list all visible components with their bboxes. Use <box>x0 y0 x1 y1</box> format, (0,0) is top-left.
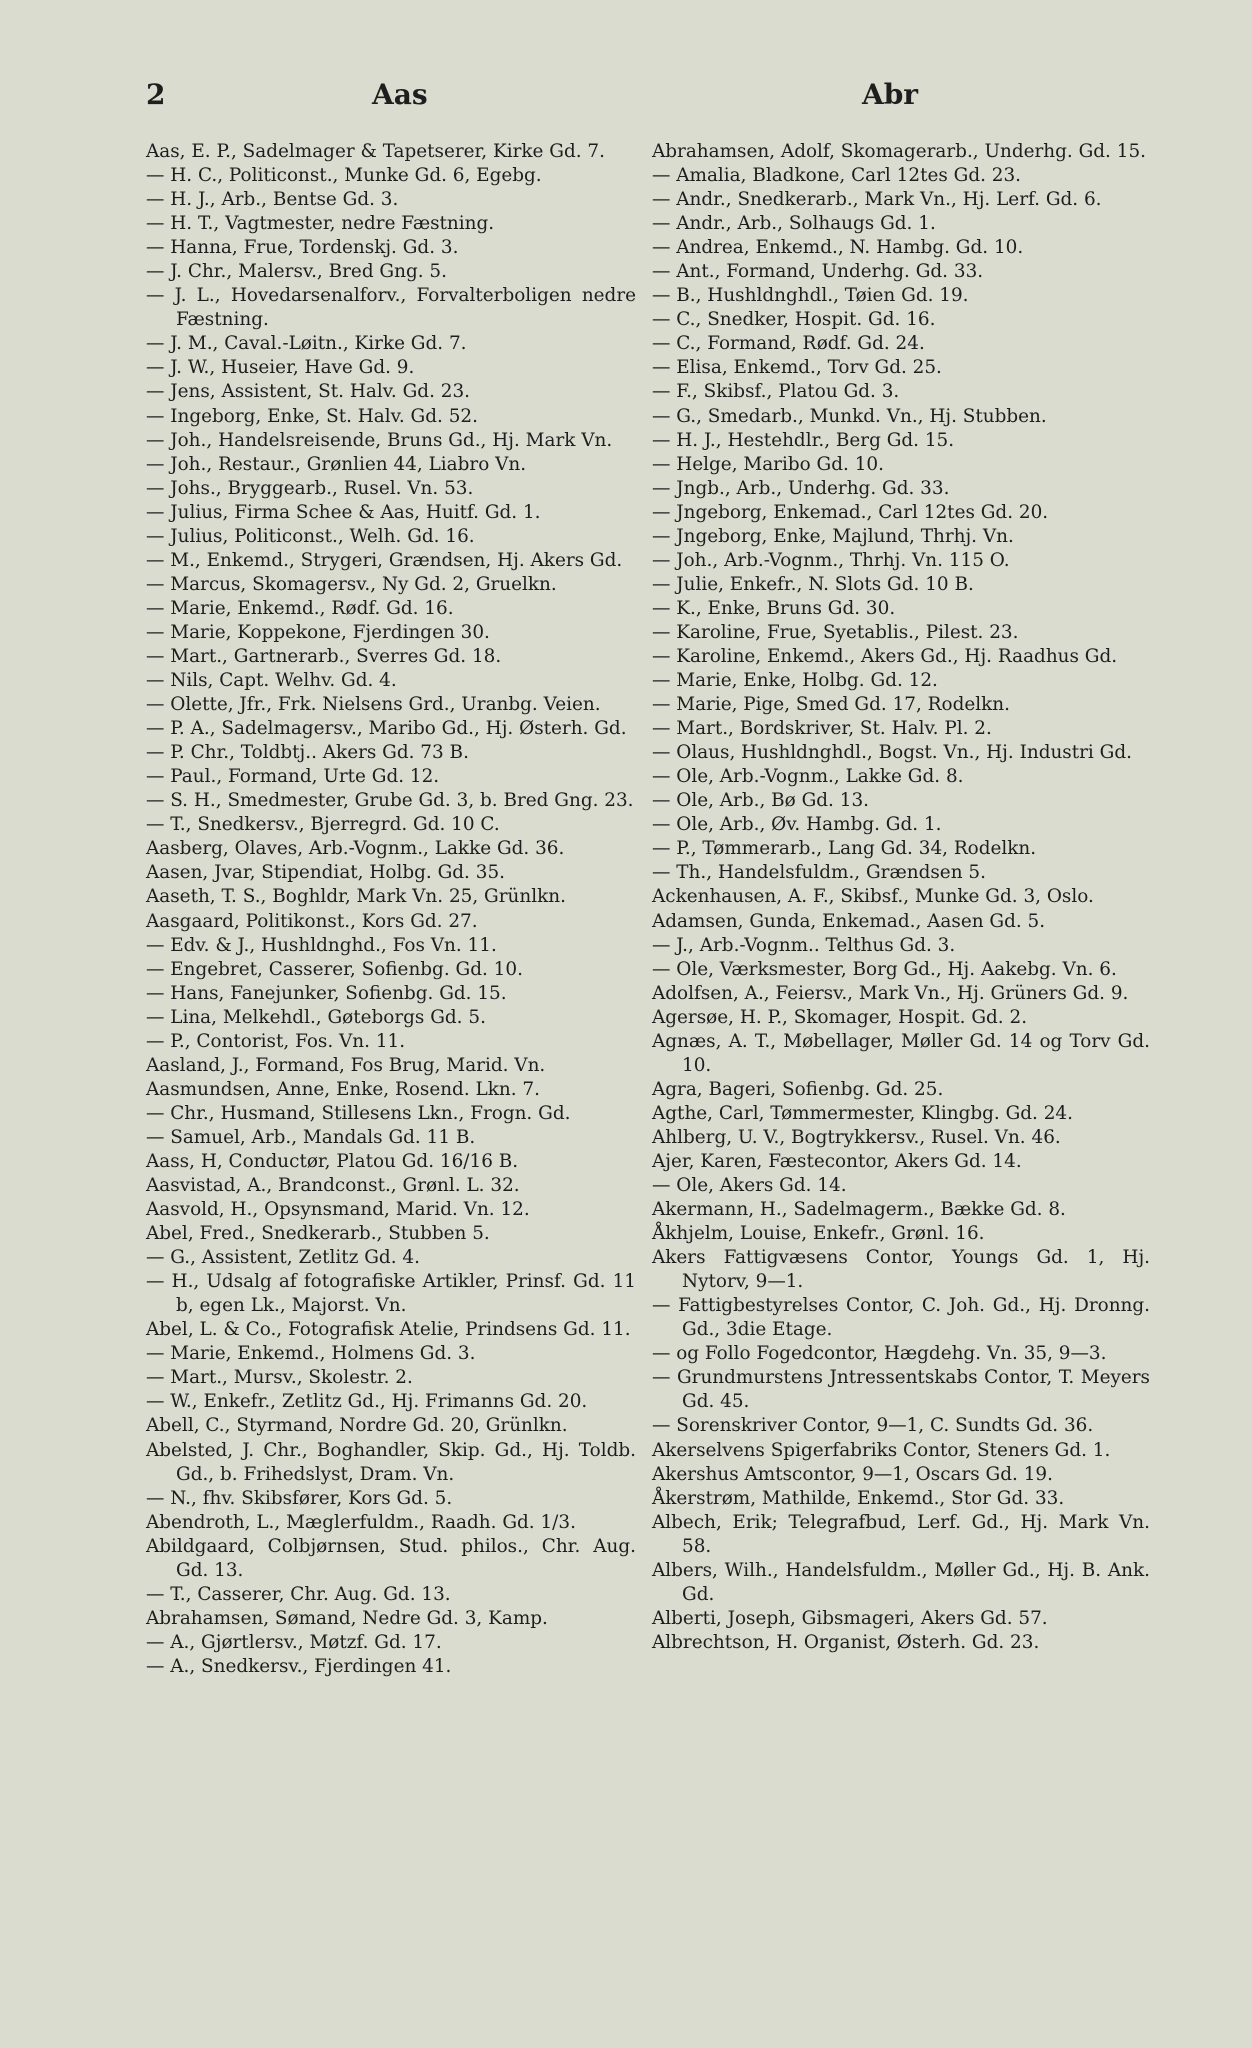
directory-entry: Akers Fattigvæsens Contor, Youngs Gd. 1, Hj. Nytorv, 9—1. <box>652 1247 1150 1293</box>
directory-entry: — H., Udsalg af fotografiske Artikler, Prinsf. Gd. 11 b, egen Lk., Majorst. Vn. <box>146 1271 636 1317</box>
directory-entry: Abrahamsen, Sømand, Nedre Gd. 3, Kamp. <box>146 1607 548 1629</box>
directory-entry: Abildgaard, Colbjørnsen, Stud. philos., Chr. Aug. Gd. 13. <box>146 1535 636 1581</box>
directory-entry: Abendroth, L., Mæglerfuldm., Raadh. Gd. 1/3. <box>146 1511 576 1533</box>
directory-entry: — Mart., Gartnerarb., Sverres Gd. 18. <box>146 645 502 667</box>
directory-entry: Abel, L. & Co., Fotografisk Atelie, Prindsens Gd. 11. <box>146 1319 631 1341</box>
directory-entry: Ajer, Karen, Fæstecontor, Akers Gd. 14. <box>652 1150 1022 1172</box>
directory-entry: Aasmundsen, Anne, Enke, Rosend. Lkn. 7. <box>146 1078 540 1100</box>
directory-entry: — Nils, Capt. Welhv. Gd. 4. <box>146 670 397 692</box>
directory-entry: — Ole, Arb.-Vognm., Lakke Gd. 8. <box>652 766 964 788</box>
directory-entry: Akershus Amtscontor, 9—1, Oscars Gd. 19. <box>652 1463 1053 1485</box>
directory-entry: — Joh., Handelsreisende, Bruns Gd., Hj. Mark Vn. <box>146 429 613 451</box>
directory-entry: — Ole, Arb., Øv. Hambg. Gd. 1. <box>652 814 942 836</box>
directory-entry: — Ingeborg, Enke, St. Halv. Gd. 52. <box>146 405 478 427</box>
directory-entry: — Chr., Husmand, Stillesens Lkn., Frogn. Gd. <box>146 1102 571 1124</box>
directory-entry: — Ole, Arb., Bø Gd. 13. <box>652 790 869 812</box>
right-guide-word: Abr <box>862 78 919 111</box>
directory-entry: — S. H., Smedmester, Grube Gd. 3, b. Bred Gng. 23. <box>146 790 634 812</box>
directory-entry: — Joh., Arb.-Vognm., Thrhj. Vn. 115 O. <box>652 549 1010 571</box>
directory-entry: — Johs., Bryggearb., Rusel. Vn. 53. <box>146 477 474 499</box>
right-column <box>652 140 1150 1655</box>
directory-entry: Ahlberg, U. V., Bogtrykkersv., Rusel. Vn. 46. <box>652 1126 1061 1148</box>
directory-entry: — Samuel, Arb., Mandals Gd. 11 B. <box>146 1126 476 1148</box>
directory-entry: Abrahamsen, Adolf, Skomagerarb., Underhg. Gd. 15. <box>652 141 1146 162</box>
directory-entry: — A., Gjørtlersv., Møtzf. Gd. 17. <box>146 1631 442 1653</box>
directory-entry: Adolfsen, A., Feiersv., Mark Vn., Hj. Grüners Gd. 9. <box>652 982 1129 1004</box>
directory-entry: — Jngb., Arb., Underhg. Gd. 33. <box>652 477 950 499</box>
directory-entry: — J. L., Hovedarsenalforv., Forvalterboligen nedre Fæstning. <box>146 285 636 331</box>
directory-entry: — P. Chr., Toldbtj.. Akers Gd. 73 B. <box>146 742 469 764</box>
directory-entry: — Hanna, Frue, Tordenskj. Gd. 3. <box>146 237 459 259</box>
directory-entry: — Andrea, Enkemd., N. Hambg. Gd. 10. <box>652 237 1024 259</box>
directory-entry: — Hans, Fanejunker, Sofienbg. Gd. 15. <box>146 982 507 1004</box>
directory-entry: Albech, Erik; Telegrafbud, Lerf. Gd., Hj. Mark Vn. 58. <box>652 1511 1150 1557</box>
directory-entry: — Julius, Firma Schee & Aas, Huitf. Gd. 1. <box>146 501 541 523</box>
directory-entry: Aaseth, T. S., Boghldr, Mark Vn. 25, Grünlkn. <box>146 886 566 908</box>
left-column <box>146 140 636 1679</box>
directory-entry: — Marie, Enkemd., Holmens Gd. 3. <box>146 1343 476 1365</box>
directory-entry: — Jngeborg, Enkemad., Carl 12tes Gd. 20. <box>652 501 1049 523</box>
directory-entry: — Ant., Formand, Underhg. Gd. 33. <box>652 261 984 283</box>
directory-entry: Aass, H, Conductør, Platou Gd. 16/16 B. <box>146 1150 519 1172</box>
directory-entry: Agersøe, H. P., Skomager, Hospit. Gd. 2. <box>652 1006 1028 1028</box>
directory-entry: — A., Snedkersv., Fjerdingen 41. <box>146 1655 452 1677</box>
directory-entry: — T., Snedkersv., Bjerregrd. Gd. 10 C. <box>146 814 500 836</box>
directory-entry: — og Follo Fogedcontor, Hægdehg. Vn. 35, 9—3. <box>652 1343 1107 1365</box>
directory-entry: — P., Tømmerarb., Lang Gd. 34, Rodelkn. <box>652 838 1037 860</box>
directory-entry: — J. Chr., Malersv., Bred Gng. 5. <box>146 261 447 283</box>
directory-entry: — Lina, Melkehdl., Gøteborgs Gd. 5. <box>146 1006 486 1028</box>
directory-entry: — Andr., Snedkerarb., Mark Vn., Hj. Lerf. Gd. 6. <box>652 189 1102 211</box>
directory-entry: — Mart., Bordskriver, St. Halv. Pl. 2. <box>652 718 992 740</box>
directory-entry: — Engebret, Casserer, Sofienbg. Gd. 10. <box>146 958 523 980</box>
directory-entry: Alberti, Joseph, Gibsmageri, Akers Gd. 57. <box>652 1607 1048 1629</box>
directory-entry: — Th., Handelsfuldm., Grændsen 5. <box>652 862 986 884</box>
directory-entry: Aasvold, H., Opsynsmand, Marid. Vn. 12. <box>146 1199 530 1221</box>
directory-entry: — Karoline, Frue, Syetablis., Pilest. 23. <box>652 621 1019 643</box>
directory-entry: — Marie, Koppekone, Fjerdingen 30. <box>146 621 490 643</box>
directory-entry: — Marie, Enke, Holbg. Gd. 12. <box>652 670 938 692</box>
directory-entry: — Mart., Mursv., Skolestr. 2. <box>146 1367 413 1389</box>
directory-entry: — Paul., Formand, Urte Gd. 12. <box>146 766 440 788</box>
page-number: 2 <box>146 78 166 111</box>
directory-entry: Aasvistad, A., Brandconst., Grønl. L. 32. <box>146 1175 520 1197</box>
directory-entry: — Ole, Akers Gd. 14. <box>652 1175 847 1197</box>
directory-entry: — W., Enkefr., Zetlitz Gd., Hj. Frimanns Gd. 20. <box>146 1391 588 1413</box>
directory-entry: — Olette, Jfr., Frk. Nielsens Grd., Uranbg. Veien. <box>146 694 601 716</box>
directory-entry: — C., Formand, Rødf. Gd. 24. <box>652 333 925 355</box>
directory-entry: — Ole, Værksmester, Borg Gd., Hj. Aakebg. Vn. 6. <box>652 958 1117 980</box>
directory-entry: — J. M., Caval.-Løitn., Kirke Gd. 7. <box>146 333 467 355</box>
directory-entry: Abelsted, J. Chr., Boghandler, Skip. Gd., Hj. Toldb. Gd., b. Frihedslyst, Dram. Vn. <box>146 1439 636 1485</box>
directory-entry: — J., Arb.-Vognm.. Telthus Gd. 3. <box>652 934 956 956</box>
directory-entry: Aasberg, Olaves, Arb.-Vognm., Lakke Gd. 36. <box>146 838 565 860</box>
directory-entry: Agthe, Carl, Tømmermester, Klingbg. Gd. 24. <box>652 1102 1073 1124</box>
directory-entry: Abel, Fred., Snedkerarb., Stubben 5. <box>146 1223 490 1245</box>
directory-entry: — C., Snedker, Hospit. Gd. 16. <box>652 309 936 331</box>
directory-entry: — Julius, Politiconst., Welh. Gd. 16. <box>146 525 475 547</box>
directory-entry: — H. J., Arb., Bentse Gd. 3. <box>146 189 399 211</box>
directory-entry: — Olaus, Hushldnghdl., Bogst. Vn., Hj. Industri Gd. <box>652 742 1132 764</box>
directory-entry: — Andr., Arb., Solhaugs Gd. 1. <box>652 213 936 235</box>
directory-entry: Aas, E. P., Sadelmager & Tapetserer, Kirke Gd. 7. <box>146 141 605 162</box>
directory-entry: — Jens, Assistent, St. Halv. Gd. 23. <box>146 381 471 403</box>
directory-entry: Abell, C., Styrmand, Nordre Gd. 20, Grünlkn. <box>146 1415 568 1437</box>
directory-entry: Akerselvens Spigerfabriks Contor, Steners Gd. 1. <box>652 1439 1111 1461</box>
directory-entry: — Jngeborg, Enke, Majlund, Thrhj. Vn. <box>652 525 1014 547</box>
directory-entry: — Sorenskriver Contor, 9—1, C. Sundts Gd. 36. <box>652 1415 1094 1437</box>
directory-entry: — P., Contorist, Fos. Vn. 11. <box>146 1030 406 1052</box>
directory-entry: Albers, Wilh., Handelsfuldm., Møller Gd., Hj. B. Ank. Gd. <box>652 1559 1150 1605</box>
directory-entry: — H. J., Hestehdlr., Berg Gd. 15. <box>652 429 955 451</box>
directory-entry: — Karoline, Enkemd., Akers Gd., Hj. Raadhus Gd. <box>652 645 1118 667</box>
directory-entry: — Grundmurstens Jntressentskabs Contor, T. Meyers Gd. 45. <box>652 1367 1150 1413</box>
directory-entry: — Amalia, Bladkone, Carl 12tes Gd. 23. <box>652 165 1022 187</box>
directory-entry: — G., Assistent, Zetlitz Gd. 4. <box>146 1247 420 1269</box>
directory-entry: Aasen, Jvar, Stipendiat, Holbg. Gd. 35. <box>146 862 505 884</box>
directory-entry: — Marie, Pige, Smed Gd. 17, Rodelkn. <box>652 694 1010 716</box>
directory-entry: Åkhjelm, Louise, Enkefr., Grønl. 16. <box>652 1223 985 1245</box>
directory-entry: — Fattigbestyrelses Contor, C. Joh. Gd., Hj. Dronng. Gd., 3die Etage. <box>652 1295 1150 1341</box>
directory-entry: — N., fhv. Skibsfører, Kors Gd. 5. <box>146 1487 453 1509</box>
directory-entry: Aasland, J., Formand, Fos Brug, Marid. Vn. <box>146 1054 546 1076</box>
page-header <box>142 78 1152 118</box>
directory-entry: Aasgaard, Politikonst., Kors Gd. 27. <box>146 910 478 932</box>
directory-entry: — Joh., Restaur., Grønlien 44, Liabro Vn. <box>146 453 527 475</box>
directory-entry: — Marie, Enkemd., Rødf. Gd. 16. <box>146 597 454 619</box>
directory-entry: Adamsen, Gunda, Enkemad., Aasen Gd. 5. <box>652 910 1046 932</box>
directory-entry: Akermann, H., Sadelmagerm., Bække Gd. 8. <box>652 1199 1066 1221</box>
directory-entry: — H. C., Politiconst., Munke Gd. 6, Egebg. <box>146 165 542 187</box>
directory-entry: — K., Enke, Bruns Gd. 30. <box>652 597 896 619</box>
directory-entry: — F., Skibsf., Platou Gd. 3. <box>652 381 900 403</box>
directory-entry: — G., Smedarb., Munkd. Vn., Hj. Stubben. <box>652 405 1047 427</box>
directory-entry: — Elisa, Enkemd., Torv Gd. 25. <box>652 357 942 379</box>
directory-entry: — Marcus, Skomagersv., Ny Gd. 2, Gruelkn. <box>146 573 557 595</box>
directory-entry: Albrechtson, H. Organist, Østerh. Gd. 23. <box>652 1631 1040 1653</box>
directory-entry: Agra, Bageri, Sofienbg. Gd. 25. <box>652 1078 944 1100</box>
directory-entry: — J. W., Huseier, Have Gd. 9. <box>146 357 415 379</box>
directory-entry: — Edv. & J., Hushldnghd., Fos Vn. 11. <box>146 934 497 956</box>
directory-entry: — H. T., Vagtmester, nedre Fæstning. <box>146 213 495 235</box>
left-guide-word: Aas <box>372 78 428 111</box>
directory-entry: — Julie, Enkefr., N. Slots Gd. 10 B. <box>652 573 974 595</box>
directory-entry: Agnæs, A. T., Møbellager, Møller Gd. 14 og Torv Gd. 10. <box>652 1030 1150 1076</box>
directory-entry: — B., Hushldnghdl., Tøien Gd. 19. <box>652 285 969 307</box>
directory-entry: — P. A., Sadelmagersv., Maribo Gd., Hj. Østerh. Gd. <box>146 718 627 740</box>
directory-entry: Åkerstrøm, Mathilde, Enkemd., Stor Gd. 33. <box>652 1487 1065 1509</box>
directory-entry: Ackenhausen, A. F., Skibsf., Munke Gd. 3, Oslo. <box>652 886 1094 908</box>
directory-entry: — Helge, Maribo Gd. 10. <box>652 453 884 475</box>
directory-entry: — T., Casserer, Chr. Aug. Gd. 13. <box>146 1583 451 1605</box>
directory-entry: — M., Enkemd., Strygeri, Grændsen, Hj. Akers Gd. <box>146 549 623 571</box>
